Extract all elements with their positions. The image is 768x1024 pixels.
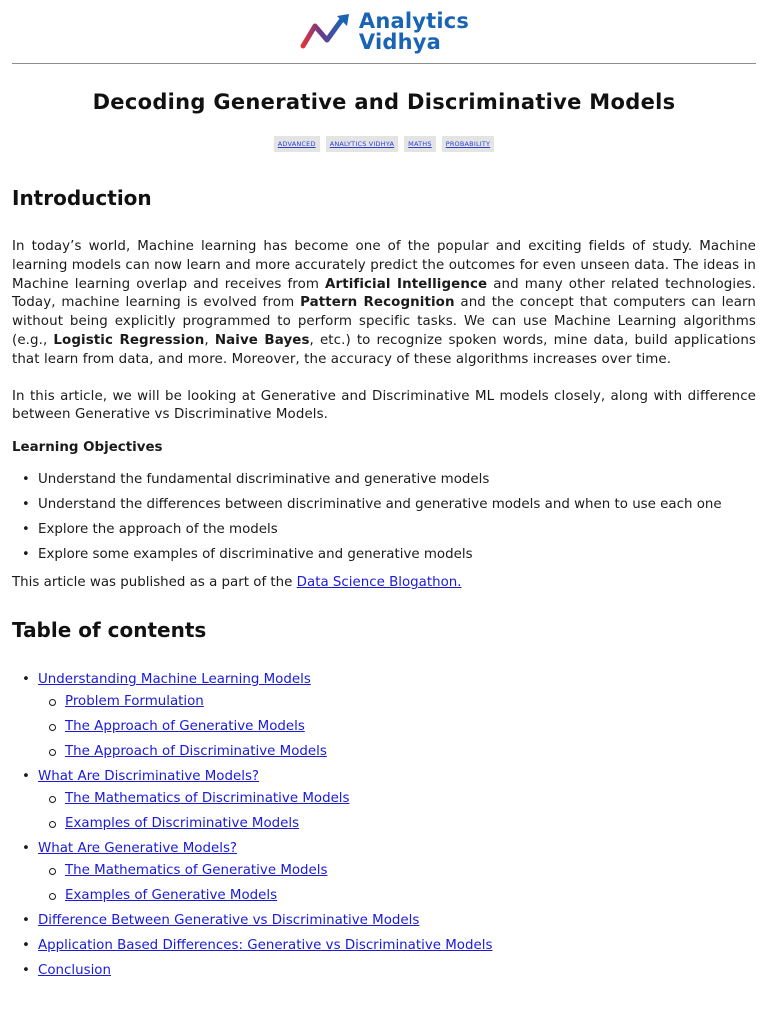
p1-bold-logistic-regression: Logistic Regression (53, 332, 205, 348)
toc-link-conclusion[interactable]: Conclusion (38, 963, 111, 979)
intro-paragraph-1 (12, 238, 756, 370)
p1-bold-pattern-recognition: Pattern Recognition (300, 295, 455, 311)
p1-bold-ai: Artificial Intelligence (325, 276, 488, 292)
toc-item (12, 962, 756, 980)
analytics-vidhya-logo[interactable] (299, 8, 470, 54)
p1-text-3: and the concept that computers can learn without being explicitly programmed to perform specific tasks. We can use Machine Learning algorithms (e.g., (12, 295, 756, 348)
tag-advanced[interactable]: ADVANCED (274, 136, 320, 152)
toc-heading: Table of contents (12, 618, 207, 643)
objective-item: • Understand the fundamental discriminative and generative models (12, 471, 756, 489)
objective-item: • Explore some examples of discriminative and generative models (12, 546, 756, 564)
introduction-heading: Introduction (12, 186, 152, 210)
toc-link-understanding-ml-models[interactable]: Understanding Machine Learning Models (38, 672, 311, 688)
toc-subitem (38, 790, 756, 808)
logo-text-line1: Analytics (358, 8, 470, 33)
tag-analytics-vidhya[interactable]: ANALYTICS VIDHYA (326, 136, 398, 152)
published-text: This article was published as a part of the (12, 575, 297, 591)
tag-maths[interactable]: MATHS (404, 136, 436, 152)
toc-sublist (38, 862, 756, 905)
toc-subitem (38, 718, 756, 736)
p1-bold-naive-bayes: Naive Bayes (214, 332, 310, 348)
article-title: Decoding Generative and Discriminative Models (92, 90, 676, 114)
toc-item (12, 840, 756, 905)
toc-link-math-generative[interactable]: The Mathematics of Generative Models (65, 863, 328, 879)
blogathon-link[interactable]: Data Science Blogathon. (296, 575, 462, 591)
toc-link-difference[interactable]: Difference Between Generative vs Discriminative Models (38, 913, 420, 929)
toc-subitem (38, 693, 756, 711)
toc-link-approach-generative[interactable]: The Approach of Generative Models (65, 719, 305, 735)
tag-probability[interactable]: PROBABILITY (442, 136, 495, 152)
toc-item (12, 768, 756, 833)
toc-subitem (38, 743, 756, 761)
logo-mark-icon (299, 12, 355, 52)
header-divider (12, 63, 756, 64)
p1-text-1: In today’s world, Machine learning has become one of the popular and exciting fields of study. Machine learning models can now learn and more accurately predict the outcomes for even unseen data. The ideas in Machine learning overlap and receives from (12, 239, 756, 292)
toc-item (12, 937, 756, 955)
toc-link-application-differences[interactable]: Application Based Differences: Generative vs Discriminative Models (38, 938, 493, 954)
learning-objectives-heading: Learning Objectives (12, 440, 163, 456)
toc-link-examples-generative[interactable]: Examples of Generative Models (65, 888, 278, 904)
p1-text-4: , (204, 332, 215, 348)
learning-objectives-list (12, 471, 756, 564)
objective-item: • Explore the approach of the models (12, 521, 756, 539)
toc-link-problem-formulation[interactable]: Problem Formulation (65, 694, 204, 710)
toc-link-approach-discriminative[interactable]: The Approach of Discriminative Models (65, 744, 327, 760)
toc-subitem (38, 887, 756, 905)
tag-list (12, 136, 756, 152)
toc-subitem (38, 862, 756, 880)
toc-subitem (38, 815, 756, 833)
toc-link-examples-discriminative[interactable]: Examples of Discriminative Models (65, 816, 300, 832)
published-note (12, 574, 756, 592)
intro-paragraph-2: In this article, we will be looking at Generative and Discriminative ML models closely, along with difference between Generative vs Discriminative Models. (12, 388, 756, 423)
objective-item: • Understand the differences between discriminative and generative models and when to use each one (12, 496, 756, 514)
toc-sublist (38, 693, 756, 761)
toc-link-what-are-generative[interactable]: What Are Generative Models? (38, 841, 238, 857)
table-of-contents (12, 671, 756, 980)
p1-text-5: , etc.) to recognize spoken words, mine data, build applications that learn from data, and more. Moreover, the accuracy of these algorithms increases over time. (12, 332, 756, 367)
toc-item (12, 912, 756, 930)
site-header (12, 0, 756, 63)
logo-text-line2: Vidhya (358, 29, 441, 54)
toc-link-math-discriminative[interactable]: The Mathematics of Discriminative Models (65, 791, 350, 807)
toc-sublist (38, 790, 756, 833)
toc-link-what-are-discriminative[interactable]: What Are Discriminative Models? (38, 769, 260, 785)
toc-item (12, 671, 756, 761)
logo-wordmark (358, 8, 470, 54)
p1-text-2: and many other related technologies. Today, machine learning is evolved from (12, 276, 756, 311)
